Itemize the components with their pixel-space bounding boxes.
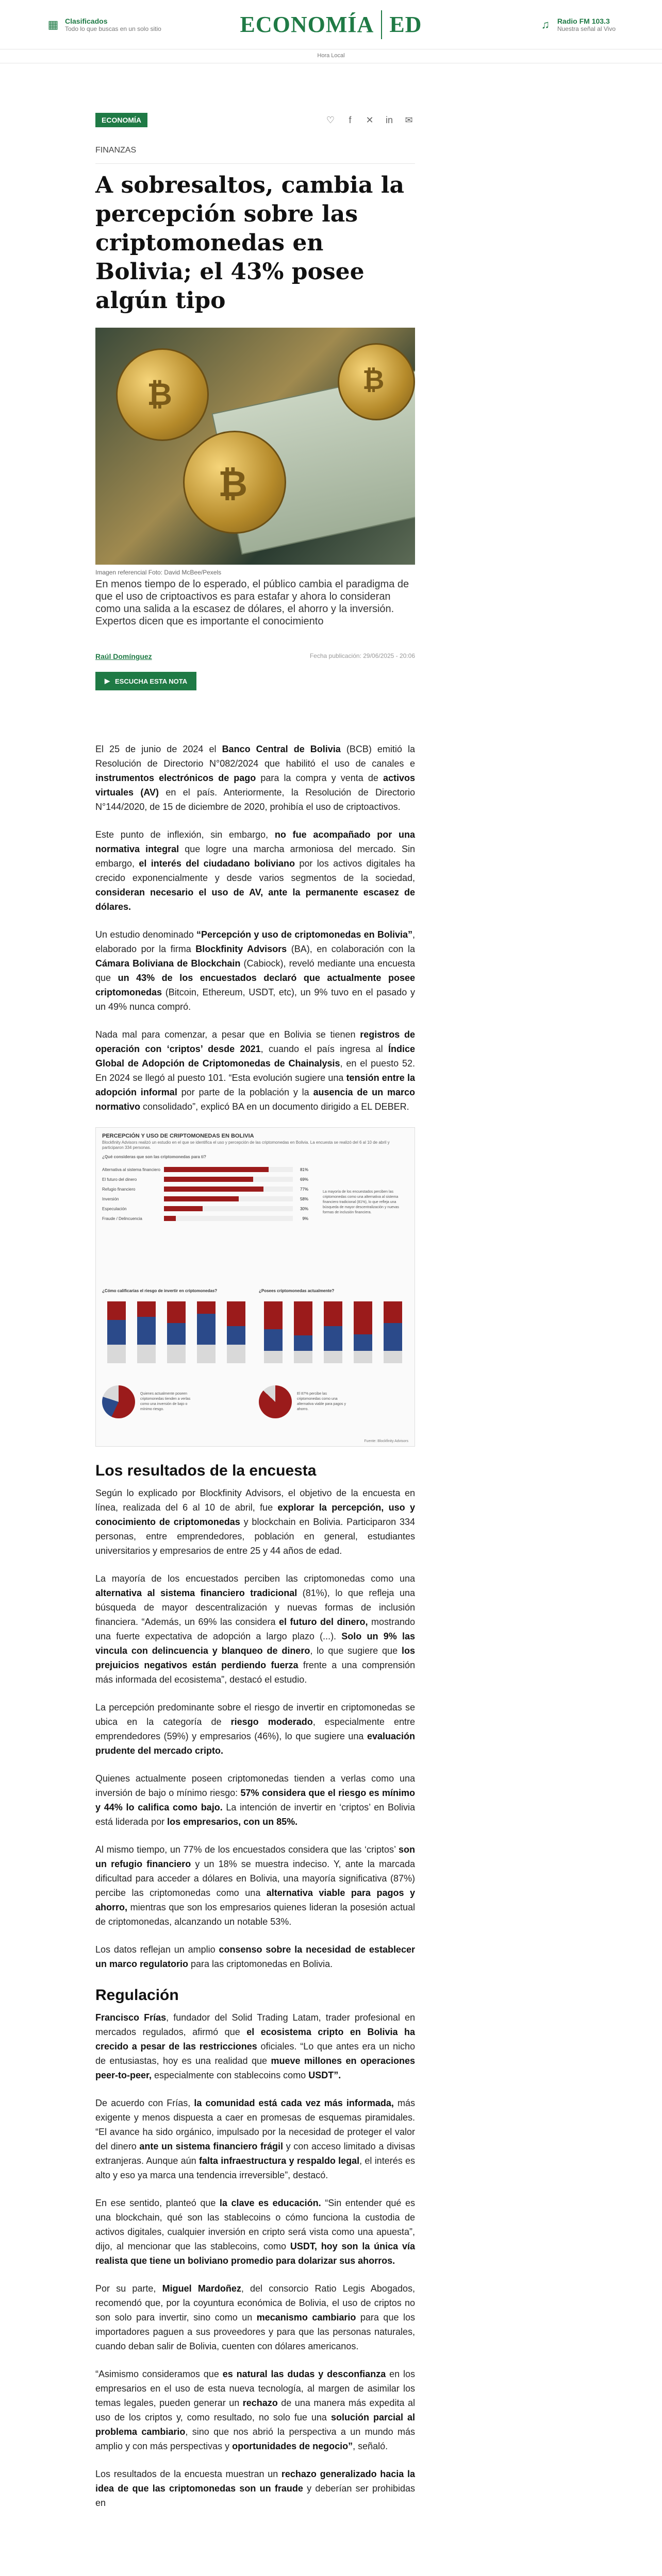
radio-icon: ♫ — [541, 18, 550, 31]
question-3: ¿Posees criptomonedas actualmente? — [259, 1289, 335, 1293]
bar-segment — [137, 1301, 156, 1317]
bar-label: Alternativa al sistema financiero — [102, 1167, 160, 1172]
local-time: Hora Local — [0, 49, 662, 63]
bar-row — [102, 1216, 308, 1221]
site-logo[interactable] — [240, 10, 422, 39]
paragraph: En ese sentido, planteó que la clave es educación. “Sin entender qué es una blockchain, qué son las stablecoins o cómo funciona la custodia de activos digitales, cualquier inversión en cripto será vista como una apuesta”, dijo, al mencionar que las stablecoins, como USDT, hoy son la única vía realista que tiene un boliviano promedio para dolarizar sus ahorros. — [95, 2198, 415, 2266]
bar-segment — [107, 1345, 126, 1363]
donut-note: El 87% percibe las criptomonedas como una alternativa viable para pagos y ahorro. — [297, 1392, 346, 1411]
stacked-bar — [324, 1301, 342, 1363]
bar-label: Especulación — [102, 1206, 127, 1211]
bar-value: 58% — [300, 1196, 308, 1201]
paragraph: Francisco Frías, fundador del Solid Trading Latam, trader profesional en mercados regulados, afirmó que el ecosistema cripto en Bolivia ha crecido a pesar de las restricciones oficiales. “Lo que antes era un nicho de entusiastas, hoy es una realidad que mueve millones en operaciones peer-to-peer, especialmente con stablecoins como USDT”. — [95, 2012, 416, 2080]
bar-segment — [324, 1351, 342, 1363]
bar-segment — [167, 1323, 186, 1345]
bar-segment — [384, 1351, 402, 1363]
infographic-subtitle: Blockfinity Advisors realizó un estudio en el que se identifica el uso y percepción de las criptomonedas en Bolivia. La encuesta se realizó del 6 al 10 de abril y participaron 334 personas. — [102, 1140, 390, 1150]
stacked-bar — [167, 1301, 186, 1363]
logo-ed: ED — [389, 12, 422, 37]
bar — [164, 1167, 269, 1172]
paragraph: La percepción predominante sobre el riesgo de invertir en criptomonedas se ubica en la categoría de riesgo moderado, especialmente entre emprendedores (59%) y empresarios (46%), lo que sugiere una evaluación prudente del mercado cripto. — [95, 1702, 415, 1756]
bar-segment — [354, 1301, 372, 1334]
bar-value: 81% — [300, 1167, 308, 1172]
bar-segment — [167, 1301, 186, 1323]
article-lead: En menos tiempo de lo esperado, el público cambia el paradigma de que el uso de criptoactivos es para estafar y ahora lo consideran como una salida a la escasez de dólares, el ahorro y la inversión. Expertos dicen que es importante el conocimiento — [95, 579, 409, 627]
article-body — [95, 742, 415, 2510]
listen-label: ESCUCHA ESTA NOTA — [115, 677, 188, 685]
article-title: A sobresaltos, cambia la percepción sobre las criptomonedas en Bolivia; el 43% posee algún tipo — [95, 172, 404, 314]
paragraph: “Asimismo consideramos que es natural las dudas y desconfianza en los empresarios en el uso de esta nueva tecnología, al margen de asimilar los temas legales, pueden generar un rechazo de una manera más expedita al uso de los criptos y, como resultado, no solo fue una solución parcial al problema cambiario, sino que nos abrió la perspectiva a un mundo más amplio y con más perspectivas y oportunidades de negocio”, señaló. — [95, 2369, 415, 2451]
hero-image — [95, 328, 415, 565]
bar-value: 9% — [302, 1216, 308, 1221]
subheading: Los resultados de la encuesta — [95, 1462, 317, 1479]
bar-segment — [227, 1326, 245, 1345]
bar-segment — [384, 1301, 402, 1323]
bar-chart — [102, 1167, 308, 1221]
bar-label: El futuro del dinero — [102, 1177, 137, 1182]
stacked-bar — [197, 1301, 216, 1363]
bar-label: Refugio financiero — [102, 1187, 136, 1192]
classifieds-link[interactable] — [46, 17, 201, 32]
classifieds-subtitle: Todo lo que buscas en un solo sitio — [65, 25, 161, 32]
bar-segment — [137, 1317, 156, 1345]
bar — [164, 1196, 239, 1201]
paragraph: El 25 de junio de 2024 el Banco Central de Bolivia (BCB) emitió la Resolución de Directorio N°082/2024 que habilitó el uso de canales e instrumentos electrónicos de pago para la compra y venta de activos virtuales (AV) en el país. Anteriormente, la Resolución de Directorio N°144/2020, de 15 de diciembre de 2020, prohibía el uso de criptoactivos. — [95, 744, 415, 812]
subheading: Regulación — [95, 1987, 179, 2004]
share-bar — [324, 115, 415, 126]
bar-label: Inversión — [102, 1196, 119, 1201]
play-icon: ▶ — [105, 677, 110, 685]
section-badge[interactable]: ECONOMÍA — [95, 113, 147, 127]
bitcoin-icon: ₿ — [147, 377, 172, 413]
bar-row — [102, 1196, 308, 1201]
bar — [164, 1206, 203, 1211]
ownership-chart — [259, 1289, 408, 1371]
image-caption: Imagen referencial Foto: David McBee/Pexels — [95, 569, 222, 576]
logo-separator — [381, 10, 382, 39]
paragraph: De acuerdo con Frías, la comunidad está cada vez más informada, más exigente y menos dispuesta a caer en promesas de esquemas piramidales. “El avance ha sido orgánico, impulsado por la necesidad de proteger el valor del dinero ante un sistema financiero frágil y con acceso limitado a divisas extranjeras. Aunque aún falta infraestructura y respaldo legal, el interés es alto y eso ya marca una tendencia irreversible”, destacó. — [95, 2098, 415, 2180]
bar-segment — [384, 1323, 402, 1351]
facebook-icon[interactable]: f — [349, 114, 352, 125]
bar-segment — [137, 1345, 156, 1363]
stacked-bar — [107, 1301, 126, 1363]
bar-segment — [354, 1351, 372, 1363]
radio-link[interactable] — [461, 17, 616, 32]
radio-subtitle: Nuestra señal al Vivo — [557, 25, 616, 32]
bar-segment — [294, 1301, 312, 1335]
logo-economia: ECONOMÍA — [240, 12, 374, 37]
bar-value: 30% — [300, 1206, 308, 1211]
paragraph: Al mismo tiempo, un 77% de los encuestados considera que las ‘criptos’ son un refugio financiero y un 18% se muestra indeciso. Y, ante la marcada dificultad para acceder a dólares en Bolivia, una mayoría significativa (87%) percibe las criptomonedas como una alternativa viable para pagos y ahorro, mientras que son los empresarios quienes lideran la posesión actual de criptomonedas, alcanzando un notable 53%. — [95, 1844, 415, 1927]
infographic — [95, 1127, 415, 1447]
paragraph: Por su parte, Miguel Mardoñez, del consorcio Ratio Legis Abogados, recomendó que, por la coyuntura económica de Bolivia, el uso de criptos no son solo para invertir, sino como un mecanismo cambiario para que los importadores paguen a sus proveedores y para que las personas naturales, cuando deban salir de Bolivia, cuenten con dólares americanos. — [95, 2283, 415, 2351]
bitcoin-icon: ₿ — [362, 365, 385, 396]
bar-segment — [227, 1301, 245, 1326]
bar-segment — [227, 1345, 245, 1363]
paragraph: Un estudio denominado “Percepción y uso de criptomonedas en Bolivia”, elaborado por la firma Blockfinity Advisors (BA), en colaboración con la Cámara Boliviana de Blockchain (Cabiock), reveló mediante una encuesta que un 43% de los encuestados declaró que actualmente posee criptomonedas (Bitcoin, Ethereum, USDT, etc), un 9% tuvo en el pasado y un 49% nunca compró. — [95, 929, 415, 1012]
infographic-title: PERCEPCIÓN Y USO DE CRIPTOMONEDAS EN BOLIVIA — [102, 1133, 254, 1139]
bar — [164, 1177, 253, 1182]
donut-chart — [102, 1385, 135, 1418]
question-2: ¿Cómo calificarías el riesgo de invertir en criptomonedas? — [102, 1289, 218, 1293]
infographic-source: Fuente: Blockfinity Advisors — [364, 1439, 408, 1443]
author-link[interactable]: Raúl Domínguez — [95, 652, 152, 660]
paragraph: Los resultados de la encuesta muestran un rechazo generalizado hacia la idea de que las criptomonedas son un fraude y deberían ser prohibidas en — [95, 2469, 415, 2508]
donut-chart — [259, 1385, 292, 1418]
stacked-bar — [227, 1301, 245, 1363]
question-1: ¿Qué consideras que son las criptomonedas para ti? — [102, 1155, 206, 1159]
bar-segment — [324, 1301, 342, 1326]
x-icon[interactable]: ✕ — [366, 114, 374, 125]
bar-value: 69% — [300, 1177, 308, 1182]
stacked-bar — [264, 1301, 283, 1363]
radio-title: Radio FM 103.3 — [557, 16, 610, 25]
bar-row — [102, 1167, 308, 1172]
paragraph: Según lo explicado por Blockfinity Advisors, el objetivo de la encuesta en línea, realizada del 6 al 10 de abril, fue explorar la percepción, uso y conocimiento de criptomonedas y blockchain en Bolivia. Participaron 334 personas, entre emprendedores, población en general, estudiantes universitarios y empresarios de entre 25 y 44 años de edad. — [95, 1488, 416, 1556]
bar — [164, 1216, 176, 1221]
paragraph: Nada mal para comenzar, a pesar que en Bolivia se tienen registros de operación con ‘criptos’ desde 2021, cuando el país ingresa al Índice Global de Adopción de Criptomonedas de Chainalysis, en el puesto 52. En 2024 se llegó al puesto 101. “Esta evolución sugiere una tensión entre la adopción informal por parte de la población y la ausencia de un marco normativo consolidado”, explicó BA en un documento dirigido a EL DEBER. — [95, 1029, 416, 1112]
bar — [164, 1187, 263, 1192]
bar-label: Fraude / Delincuencia — [102, 1216, 142, 1221]
bar-segment — [324, 1326, 342, 1351]
stacked-bar — [137, 1301, 156, 1363]
article — [95, 63, 415, 2510]
email-icon[interactable]: ✉ — [405, 114, 413, 125]
kicker: FINANZAS — [95, 146, 415, 164]
bar-segment — [167, 1345, 186, 1363]
bar-segment — [294, 1335, 312, 1351]
infographic-note: La mayoría de los encuestados perciben las criptomonedas como una alternativa al sistema financiero tradicional (81%), lo que refleja una búsqueda de mayor descentralización y nuevas formas de inclusión financiera. — [323, 1190, 399, 1214]
bar-segment — [264, 1329, 283, 1351]
risk-chart — [102, 1289, 252, 1371]
bitcoin-icon: ₿ — [218, 463, 248, 505]
briefcase-icon: ▦ — [47, 18, 59, 31]
bar-segment — [107, 1301, 126, 1320]
bar-segment — [264, 1351, 283, 1363]
bar-segment — [354, 1334, 372, 1351]
bar-row — [102, 1177, 308, 1182]
bookmark-icon[interactable]: ♡ — [326, 114, 335, 125]
paragraph: Este punto de inflexión, sin embargo, no fue acompañado por una normativa integral que logre una marcha armoniosa del mercado. Sin embargo, el interés del ciudadano boliviano por los activos digitales ha crecido exponencialmente y desde varios segmentos de la sociedad, consideran necesario el uso de AV, ante la permanente escasez de dólares. — [95, 829, 416, 912]
paragraph: Los datos reflejan un amplio consenso sobre la necesidad de establecer un marco regulatorio para las criptomonedas en Bolivia. — [95, 1944, 415, 1969]
bar-segment — [197, 1345, 216, 1363]
bar-segment — [107, 1320, 126, 1345]
bar-segment — [197, 1314, 216, 1345]
listen-button[interactable] — [95, 672, 196, 690]
donut-note: Quienes actualmente poseen criptomonedas tienden a verlas como una inversión de bajo o mínimo riesgo. — [140, 1392, 191, 1411]
stacked-bar — [354, 1301, 372, 1363]
top-bar — [0, 0, 662, 49]
publish-date: Fecha publicación: 29/06/2025 - 20:06 — [309, 652, 415, 659]
classifieds-title: Clasificados — [65, 16, 108, 25]
paragraph: La mayoría de los encuestados perciben las criptomonedas como una alternativa al sistema financiero tradicional (81%), lo que refleja una búsqueda de mayor descentralización y nuevas formas de inclusión financiera. “Además, un 69% las considera el futuro del dinero, mostrando una fuerte expectativa de adopción a largo plazo (...). Solo un 9% las vincula con delincuencia y blanqueo de dinero, lo que sugiere que los prejuicios negativos están perdiendo fuerza frente a una comprensión más informada del ecosistema”, destacó el estudio. — [95, 1573, 416, 1685]
bar-segment — [264, 1301, 283, 1329]
stacked-bar — [294, 1301, 312, 1363]
paragraph: Quienes actualmente poseen criptomonedas tienden a verlas como una inversión de bajo o mínimo riesgo: 57% considera que el riesgo es mínimo y 44% lo califica como bajo. La intención de invertir en ‘criptos’ en Bolivia está liderada por los empresarios, con un 85%. — [95, 1773, 416, 1827]
bar-row — [102, 1206, 308, 1211]
stacked-bar — [384, 1301, 402, 1363]
bar-row — [102, 1187, 308, 1192]
bar-value: 77% — [300, 1187, 308, 1192]
bar-segment — [197, 1301, 216, 1314]
bar-segment — [294, 1351, 312, 1363]
linkedin-icon[interactable]: in — [385, 114, 393, 125]
